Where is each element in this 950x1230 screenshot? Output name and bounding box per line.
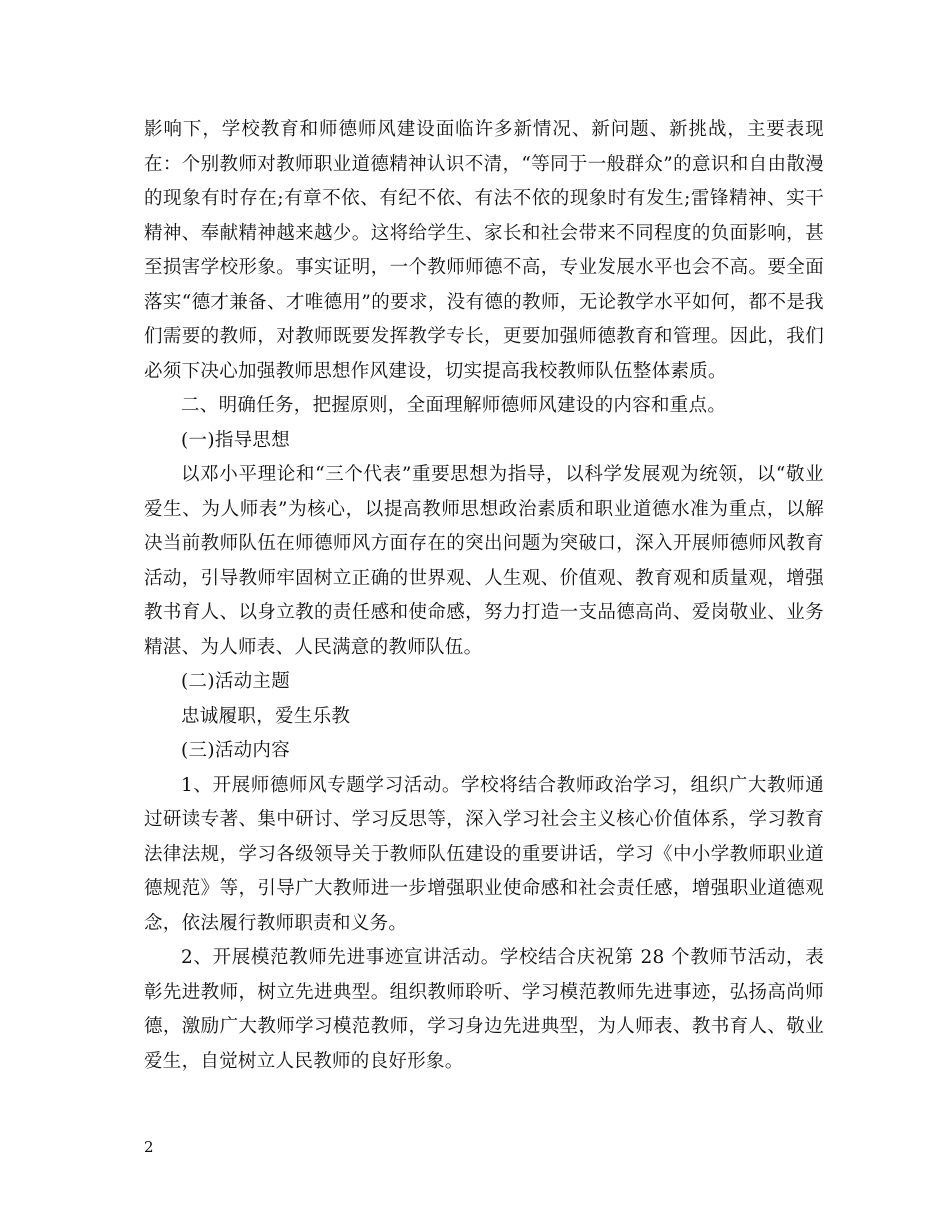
page-number: 2 (144, 1138, 154, 1156)
section-heading-tasks: 二、明确任务，把握原则，全面理解师德师风建设的内容和重点。 (181, 395, 727, 416)
subheading-activity-theme: (二)活动主题 (181, 671, 291, 692)
paragraph-model-teacher-activity: 2、开展模范教师先进事迹宣讲活动。学校结合庆祝第 28 个教师节活动，表彰先进教师，树立先进典型。组织教师聆听、学习模范教师先进事迹，弘扬高尚师德，激励广大教师学习模范教师，学习身边先进典型，为人师表、教书育人、敬业爱生，自觉树立人民教师的良好形象。 (144, 947, 824, 1072)
paragraph-activity-theme: 忠诚履职，爱生乐教 (181, 705, 351, 727)
document-body (144, 113, 824, 1079)
paragraph-study-activity: 1、开展师德师风专题学习活动。学校将结合教师政治学习，组织广大教师通过研读专著、集中研讨、学习反思等，深入学习社会主义核心价值体系，学习教育法律法规，学习各级领导关于教师队伍建设的重要讲话，学习《中小学教师职业道德规范》等，引导广大教师进一步增强职业使命感和社会责任感，增强职业道德观念，依法履行教师职责和义务。 (144, 774, 824, 934)
subheading-guiding-thought: (一)指导思想 (181, 429, 291, 451)
subheading-activity-content: (三)活动内容 (181, 740, 291, 761)
paragraph-guiding-thought: 以邓小平理论和“三个代表”重要思想为指导，以科学发展观为统领，以“敬业爱生、为人师表”为核心，以提高教师思想政治素质和职业道德水准为重点，以解决当前教师队伍在师德师风方面存在的突出问题为突破口，深入开展师德师风教育活动，引导教师牢固树立正确的世界观、人生观、价值观、教育观和质量观，增强教书育人、以身立教的责任感和使命感，努力打造一支品德高尚、爱岗敬业、业务精湛、为人师表、人民满意的教师队伍。 (144, 464, 824, 658)
paragraph-challenges: 影响下，学校教育和师德师风建设面临许多新情况、新问题、新挑战，主要表现在：个别教师对教师职业道德精神认识不清，“等同于一般群众”的意识和自由散漫的现象有时存在;有章不依、有纪不依、有法不依的现象时有发生;雷锋精神、实干精神、奉献精神越来越少。这将给学生、家长和社会带来不同程度的负面影响，甚至损害学校形象。事实证明，一个教师师德不高，专业发展水平也会不高。要全面落实“德才兼备、才唯德用”的要求，没有德的教师，无论教学水平如何，都不是我们需要的教师，对教师既要发挥教学专长，更要加强师德教育和管理。因此，我们必须下决心加强教师思想作风建设，切实提高我校教师队伍整体素质。 (144, 119, 824, 382)
